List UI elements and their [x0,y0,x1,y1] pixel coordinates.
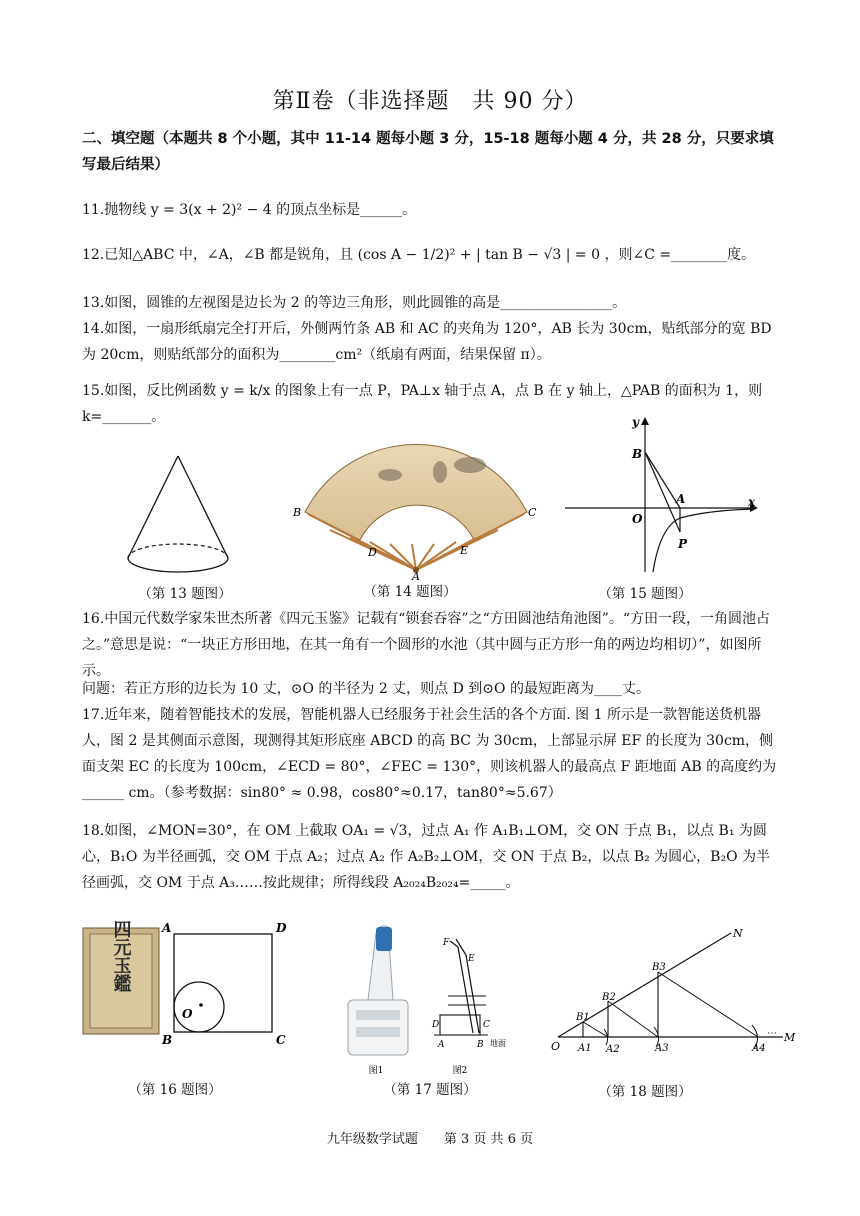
cone-left-edge [128,456,178,558]
angle-sequence-figure [548,925,798,1060]
label-fan-e: E [460,544,469,557]
label-r-b: B [477,1040,484,1050]
label-fan-c: C [528,506,537,519]
label-r-a: A [438,1040,445,1050]
label-b: B [632,447,643,461]
label-sq-b: B [162,1033,173,1047]
hyperbola-figure [560,412,770,577]
label-a4: A4 [752,1043,766,1054]
label-r-f: F [443,938,450,948]
circle-center [199,1003,203,1007]
label-a2: A2 [606,1044,620,1055]
caption-fig16: （第 16 题图） [128,1082,222,1098]
label-sq-d: D [276,921,287,935]
label-fig1: 图1 [368,1066,384,1075]
question-15: 15.如图，反比例函数 y = k/x 的图象上有一点 P，PA⊥x 轴于点 A，点 B 在 y 轴上，△PAB 的面积为 1，则 k=_______。 [82,383,763,425]
hyperbola-curve [653,509,755,572]
page-title: 第Ⅱ卷（非选择题 共 90 分） [272,89,588,114]
cone-figure [120,450,260,575]
caption-fig15: （第 15 题图） [598,586,692,602]
label-x: x [748,495,756,509]
label-b1: B1 [576,1012,590,1023]
question-13: 13.如图，圆锥的左视图是边长为 2 的等边三角形，则此圆锥的高是________________。 [82,295,627,311]
label-ellipsis: ⋯ [767,1028,777,1039]
label-o: O [632,512,643,526]
label-b2: B2 [602,992,616,1003]
label-n: N [733,927,743,940]
label-sq-a: A [162,921,172,935]
label-sq-c: C [276,1033,286,1047]
robot-figure [338,915,528,1075]
section-heading: 二、填空题（本题共 8 个小题，其中 11-14 题每小题 3 分，15-18 题每小题 4 分，共 28 分，只要求填写最后结果） [82,131,774,173]
question-17: 17.近年来，随着智能技术的发展，智能机器人已经服务于社会生活的各个方面. 图 1 所示是一款智能送货机器人，图 2 是其侧面示意图，现测得其矩形底座 ABCD 的高 BC 为 30cm，上部显示屏 EF 的长度为 30cm，侧面支架 EC 的长度为 100cm，∠ECD = 80°，∠FEC = 130°，则该机器人的最高点 F 距地面 AB 的高度约为______ cm。（参考数据：sin80° ≈ 0.98，cos80°≈0.17，tan80°≈5.67） [82,707,777,801]
label-fig2: 图2 [452,1066,468,1075]
cone-right-edge [178,456,228,558]
question-16-problem: 问题：若正方形的边长为 10 丈，⊙O 的半径为 2 丈，则点 D 到⊙O 的最短距离为____丈。 [82,681,650,697]
label-a1: A1 [578,1043,592,1054]
label-fan-d: D [368,546,377,559]
caption-fig17: （第 17 题图） [383,1082,477,1098]
label-fan-a: A [412,570,420,580]
question-11: 11.抛物线 y = 3(x + 2)² − 4 的顶点坐标是______。 [82,202,417,218]
fan-figure [290,430,540,580]
question-12: 12.已知△ABC 中，∠A，∠B 都是锐角，且 (cos A − 1/2)² + | tan B − √3 | = 0 ，则∠C =________度。 [82,247,756,263]
label-r-c: C [483,1020,490,1030]
label-r-d: D [432,1020,440,1030]
label-m: M [784,1031,796,1044]
label-r-e: E [468,954,475,964]
page-footer: 九年级数学试题 第 3 页 共 6 页 [326,1132,534,1147]
caption-fig14: （第 14 题图） [363,584,457,600]
book-title: 四元玉鑑 [110,920,132,992]
label-a3: A3 [655,1043,669,1054]
label-y: y [632,415,639,429]
label-ground: 地面 [490,1039,506,1048]
label-a: A [676,492,686,506]
square-circle-figure [80,918,295,1048]
cone-base-front [128,558,228,572]
label-fan-b: B [293,506,302,519]
caption-fig18: （第 18 题图） [598,1084,692,1100]
question-16: 16.中国元代数学家朱世杰所著《四元玉鉴》记载有“锁套吞容”之“方田圆池结角池图”。“方田一段，一角圆池占之。”意思是说：“一块正方形田地，在其一角有一个圆形的水池（其中圆与正方形一角的两边均相切）”，如图所示。 [82,611,771,679]
label-sq-o: O [182,1007,193,1021]
question-14: 14.如图，一扇形纸扇完全打开后，外侧两竹条 AB 和 AC 的夹角为 120°，AB 长为 30cm，贴纸部分的宽 BD 为 20cm，则贴纸部分的面积为________cm²（纸扇有两面，结果保留 π）。 [82,321,772,363]
robot-screen [376,927,392,951]
question-18: 18.如图，∠MON=30°，在 OM 上截取 OA₁ = √3，过点 A₁ 作 A₁B₁⊥OM，交 ON 于点 B₁，以点 B₁ 为圆心，B₁O 为半径画弧，交 OM 于点 A₂；过点 A₂ 作 A₂B₂⊥OM，交 ON 于点 B₂，以点 B₂ 为圆心，B₂O 为半径画弧，交 OM 于点 A₃……按此规律；所得线段 A₂₀₂₄B₂₀₂₄=_____。 [82,823,770,891]
cone-base-back [128,544,228,558]
label-p: P [678,537,688,551]
label-o: O [551,1040,561,1053]
label-b3: B3 [652,962,666,973]
fan-paper [305,444,527,540]
caption-fig13: （第 13 题图） [138,586,232,602]
